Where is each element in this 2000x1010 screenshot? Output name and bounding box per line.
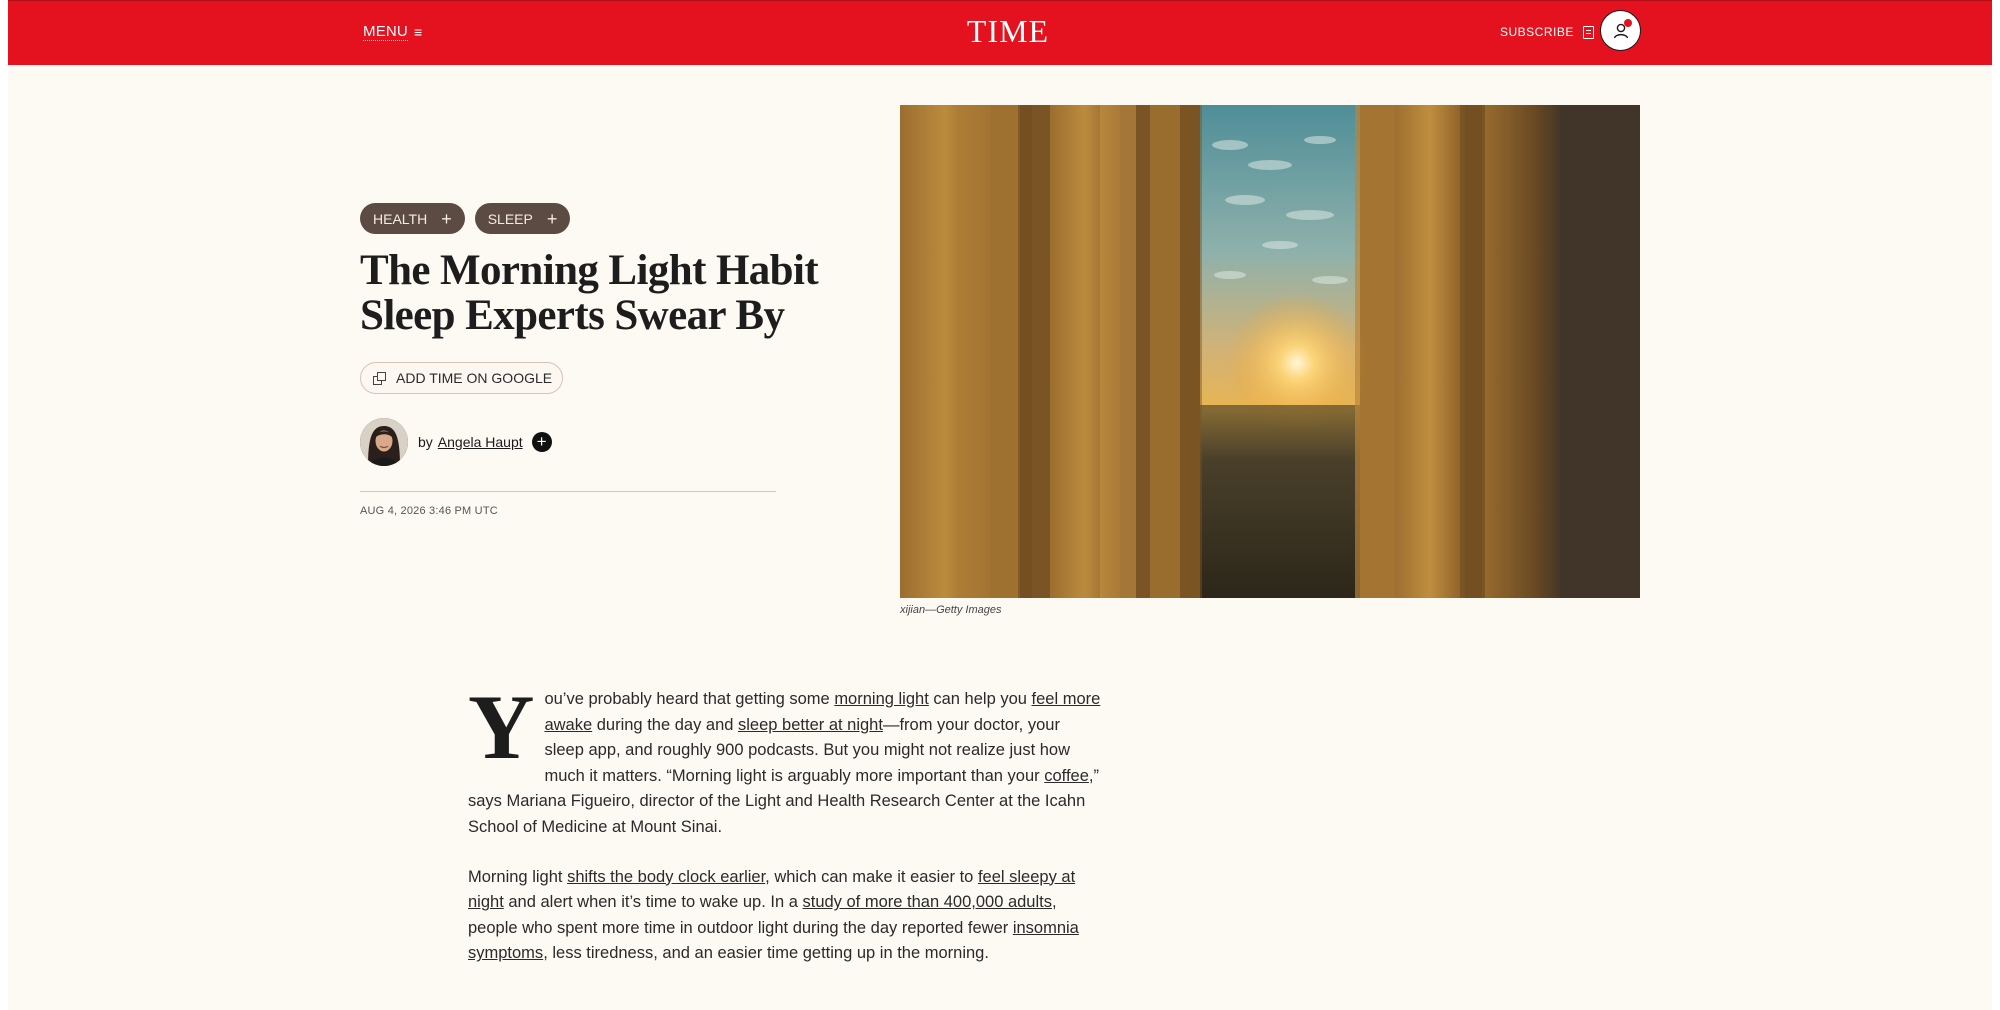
text-run: ou’ve probably heard that getting some <box>544 690 835 708</box>
paragraph <box>468 865 1102 967</box>
image-credit: xijian—Getty Images <box>900 604 1002 616</box>
text-run: Morning light <box>468 867 568 886</box>
author-link[interactable]: Angela Haupt <box>437 434 523 450</box>
tag-sleep[interactable] <box>475 203 571 234</box>
article-body <box>468 676 1102 991</box>
byline-divider <box>360 491 776 492</box>
link-insomnia-symptoms[interactable]: insomnia symptoms <box>468 918 1079 963</box>
add-google-label: ADD TIME ON GOOGLE <box>396 370 553 386</box>
link-sleep-better[interactable]: sleep better at night <box>738 715 883 734</box>
add-source-icon <box>373 372 386 385</box>
text-run: , less tiredness, and an easier time getting up in the morning. <box>543 944 989 963</box>
site-header <box>8 0 1992 65</box>
subscribe-button[interactable] <box>1500 21 1594 43</box>
topic-tags <box>360 203 570 234</box>
text-run: ,” says Mariana Figueiro, director of the Light and Health Research Center at the Icahn School of Medicine at Mount Sinai. <box>468 766 1099 836</box>
hamburger-icon: ≡ <box>413 24 423 40</box>
page-frame <box>8 0 1992 1010</box>
hero-image <box>900 105 1640 598</box>
author-avatar[interactable] <box>360 418 408 466</box>
article-headline: The Morning Light Habit Sleep Experts Swear By <box>360 247 819 339</box>
paragraph <box>468 676 1102 841</box>
link-feel-sleepy[interactable]: feel sleepy at night <box>468 867 1076 912</box>
byline-prefix: by <box>418 434 433 450</box>
link-morning-light[interactable]: morning light <box>834 690 929 708</box>
text-run: , people who spent more time in outdoor light during the day reported fewer <box>468 893 1057 937</box>
plus-icon: + <box>546 208 558 229</box>
tag-label: SLEEP <box>487 210 533 227</box>
text-run: —from your doctor, your sleep app, and roughly 900 podcasts. But you might not realize just how much it matters. “Morning light is arguably more important than your <box>544 715 1071 785</box>
text-run: can help you <box>928 690 1032 708</box>
menu-button[interactable] <box>363 21 422 43</box>
add-time-on-google-button[interactable] <box>360 362 563 394</box>
byline <box>360 418 552 466</box>
account-button[interactable] <box>1600 10 1641 51</box>
link-feel-more-awake[interactable]: feel more awake <box>544 690 1101 734</box>
text-run: during the day and <box>592 715 739 734</box>
link-shifts-body-clock[interactable]: shifts the body clock earlier <box>567 867 766 886</box>
plus-icon: + <box>441 208 452 229</box>
link-study[interactable]: study of more than 400,000 adults <box>802 893 1052 912</box>
follow-author-button[interactable]: + <box>532 432 552 452</box>
text-run: , which can make it easier to <box>765 867 978 886</box>
time-logo[interactable]: TIME <box>966 13 1050 49</box>
notification-dot <box>1624 19 1632 27</box>
link-coffee[interactable]: coffee <box>1044 766 1089 785</box>
text-run: and alert when it’s time to wake up. In a <box>503 893 803 912</box>
tag-label: HEALTH <box>373 210 428 227</box>
magazine-icon <box>1583 26 1594 39</box>
dropcap: Y <box>468 676 535 778</box>
subscribe-label: SUBSCRIBE <box>1500 25 1574 39</box>
tag-health[interactable] <box>360 203 465 234</box>
menu-label: MENU <box>363 23 408 40</box>
publish-timestamp: AUG 4, 2026 3:46 PM UTC <box>360 505 498 517</box>
